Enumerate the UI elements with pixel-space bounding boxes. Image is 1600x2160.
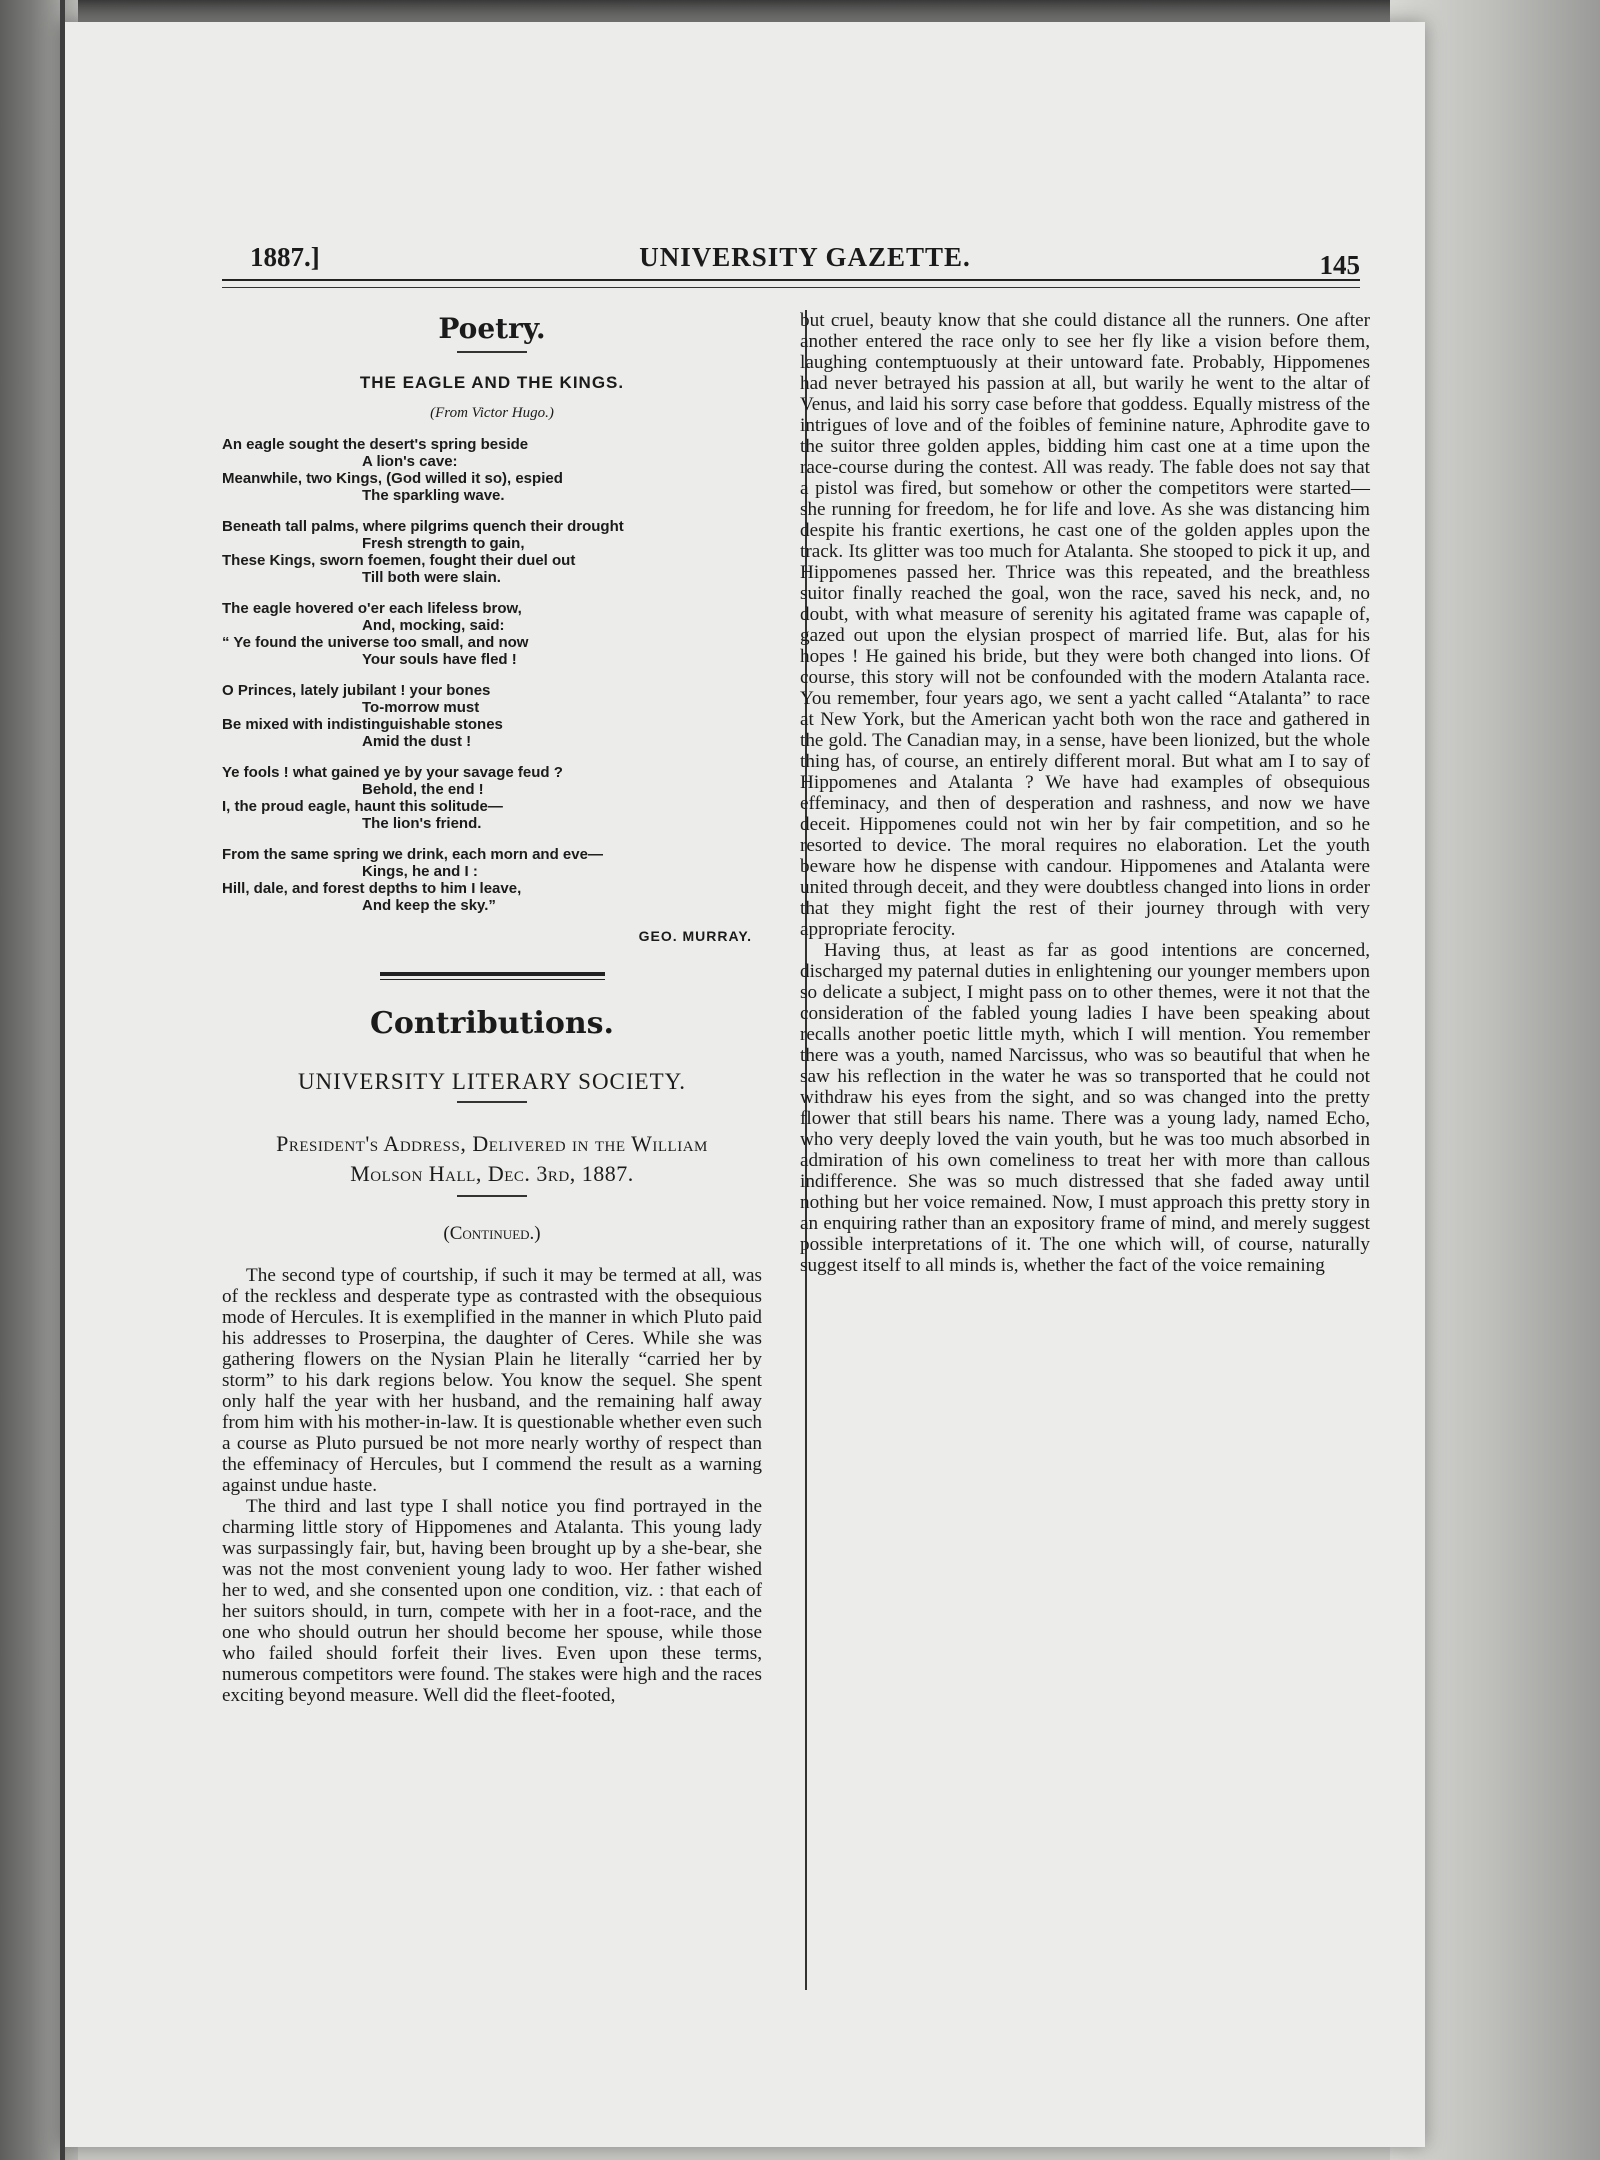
poem-source: (From Victor Hugo.): [430, 405, 554, 421]
poem-body: [222, 436, 762, 914]
poem-line: A lion's cave:: [362, 453, 458, 470]
address-line: Molson Hall, Dec. 3rd, 1887.: [350, 1161, 634, 1186]
left-column: [222, 310, 762, 1706]
society-rule: [457, 1101, 527, 1103]
poem-line: O Princes, lately jubilant ! your bones: [222, 682, 491, 699]
poem-line: Be mixed with indistinguishable stones: [222, 716, 503, 733]
address-rule: [457, 1195, 527, 1197]
stanza: [222, 846, 762, 914]
right-column: [800, 310, 1370, 1276]
poem-line: “ Ye found the universe too small, and now: [222, 634, 529, 651]
poem-line: Your souls have fled !: [362, 651, 517, 668]
issue-year: 1887.]: [250, 242, 320, 272]
poem-line: Till both were slain.: [362, 569, 501, 586]
poem-line: To-morrow must: [362, 699, 480, 716]
poem-line: The sparkling wave.: [362, 487, 505, 504]
poem-line: Fresh strength to gain,: [362, 535, 525, 552]
address-line: President's Address, Delivered in the William: [276, 1131, 708, 1156]
paragraph: The third and last type I shall notice you find portrayed in the charming little story of Hippomenes and Atalanta. This young lady was surpassingly fair, but, having been brought up by a she-bear, she was not the most convenient young lady to woo. Her father wished her to wed, and she consented upon one condition, viz. : that each of her suitors should, in turn, compete with her in a foot-race, and the one who should outrun her should become her spouse, while those who failed should forfeit their lives. Even upon these terms, numerous competitors were found. The stakes were high and the races exciting beyond measure. Well did the fleet-footed,: [222, 1496, 762, 1706]
publication-title: UNIVERSITY GAZETTE.: [639, 242, 971, 272]
poem-title: THE EAGLE AND THE KINGS.: [359, 373, 625, 392]
poem-line: The eagle hovered o'er each lifeless brow,: [222, 600, 522, 617]
stanza: [222, 518, 762, 586]
paragraph: but cruel, beauty know that she could distance all the runners. One after another entered the race only to see her fly like a vision before them, laughing contemptuously at their untoward fate. Probably, Hippomenes had never betrayed his passion at all, but warily he went to the altar of Venus, and laid his sorry case before that goddess. Equally mistress of the intrigues of love and of the foibles of feminine nature, Aphrodite gave to the suitor three golden apples, bidding him cast one at a time upon the race-course during the contest. All was ready. The fable does not say that a pistol was fired, but somehow or other the competitors were started—she running for freedom, he for life and love. As she was distancing him despite his frantic exertions, he cast one of the golden apples upon the track. Its glitter was too much for Atalanta. She stooped to pick it up, and Hippomenes passed her. Thrice was this repeated, and the breathless suitor finally reached the goal, won the race, saved his neck, and, no doubt, with what measure of serenity his agitated frame was capaple of, gazed out upon the elysian prospect of married life. But, alas for his hopes ! He gained his bride, but they were both changed into lions. Of course, this story will not be confounded with the modern Atalanta race. You remember, four years ago, we sent a yacht called “Atalanta” to race at New York, but the American yacht both won the race and gathered in the gold. The Canadian may, in a sense, have been lionized, but the whole thing has, of course, an entirely different moral. But what am I to say of Hippomenes and Atalanta ? We have had examples of obsequious effeminacy, and then of desperation and rashness, and now we have deceit. Hippomenes could not win her by fair competition, and so he resorted to device. The moral requires no elaboration. Let the youth beware how he dispense with candour. Hippomenes and Atalanta were united through deceit, and they were doubtless changed into lions in order that they might fight the rest of their journey through with very appropriate ferocity.: [800, 310, 1370, 940]
poetry-rule: [457, 351, 527, 353]
poem-line: The lion's friend.: [362, 815, 482, 832]
society-heading: UNIVERSITY LITERARY SOCIETY.: [297, 1069, 687, 1094]
poem-line: Kings, he and I :: [362, 863, 478, 880]
right-article-text: [800, 310, 1370, 1276]
poem-line: Amid the dust !: [362, 733, 472, 750]
left-article-text: [222, 1265, 762, 1706]
stanza: [222, 682, 762, 750]
stanza: [222, 436, 762, 504]
contributions-heading: Contributions.: [370, 1006, 614, 1041]
poem-author: GEO. MURRAY.: [638, 928, 752, 944]
poem-line: Meanwhile, two Kings, (God willed it so), espied: [222, 470, 563, 487]
poem-line: From the same spring we drink, each morn and eve—: [222, 846, 603, 863]
continued-note: (Continued.): [443, 1223, 541, 1244]
poem-line: And keep the sky.”: [362, 897, 496, 914]
poem-line: An eagle sought the desert's spring beside: [222, 436, 529, 453]
poetry-heading: Poetry.: [438, 312, 546, 345]
stanza: [222, 600, 762, 668]
poem-line: Hill, dale, and forest depths to him I leave,: [222, 880, 522, 897]
poem-line: These Kings, sworn foemen, fought their duel out: [222, 552, 576, 569]
page-number: 145: [1319, 250, 1360, 280]
poem-line: Behold, the end !: [362, 781, 484, 798]
address-heading: [222, 1129, 762, 1189]
paragraph: Having thus, at least as far as good intentions are concerned, discharged my paternal duties in enlightening our younger members upon so delicate a subject, I might pass on to other themes, were it not that the consideration of the fabled young ladies I have been speaking about recalls another poetic little myth, which I will mention. You remember there was a youth, named Narcissus, who was so beautiful that when he saw his reflection in the water he was so transported that he could not withdraw his eyes from the sight, and so was changed into the pretty flower that still bears his name. There was a young lady, named Echo, who very deeply loved the vain youth, but he was too much absorbed in admiration of his own comeliness to treat her with more than callous indifference. She was so much distressed that she faded away until nothing but her voice remained. Now, I must approach this pretty story in an enquiring rather than an expository frame of mind, and merely suggest possible interpretations of it. The one which will, of course, naturally suggest itself to all minds is, whether the fact of the voice remaining: [800, 940, 1370, 1276]
header-rule: [222, 279, 1360, 288]
binding-shadow: [60, 0, 65, 2160]
section-divider: [380, 972, 605, 980]
poem-line: I, the proud eagle, haunt this solitude—: [222, 798, 503, 815]
poem-line: And, mocking, said:: [362, 617, 505, 634]
poem-line: Beneath tall palms, where pilgrims quench their drought: [222, 518, 624, 535]
poem-line: Ye fools ! what gained ye by your savage feud ?: [222, 764, 563, 781]
paragraph: The second type of courtship, if such it may be termed at all, was of the reckless and desperate type as contrasted with the obsequious mode of Hercules. It is exemplified in the manner in which Pluto paid his addresses to Proserpina, the daughter of Ceres. While she was gathering flowers on the Nysian Plain he literally “carried her by storm” to his dark regions below. You know the sequel. She spent only half the year with her husband, and the remaining half away from him with his mother-in-law. It is questionable whether even such a course as Pluto pursued be not more nearly worthy of respect than the effeminacy of Hercules, but I commend the result as a warning against undue haste.: [222, 1265, 762, 1496]
stanza: [222, 764, 762, 832]
